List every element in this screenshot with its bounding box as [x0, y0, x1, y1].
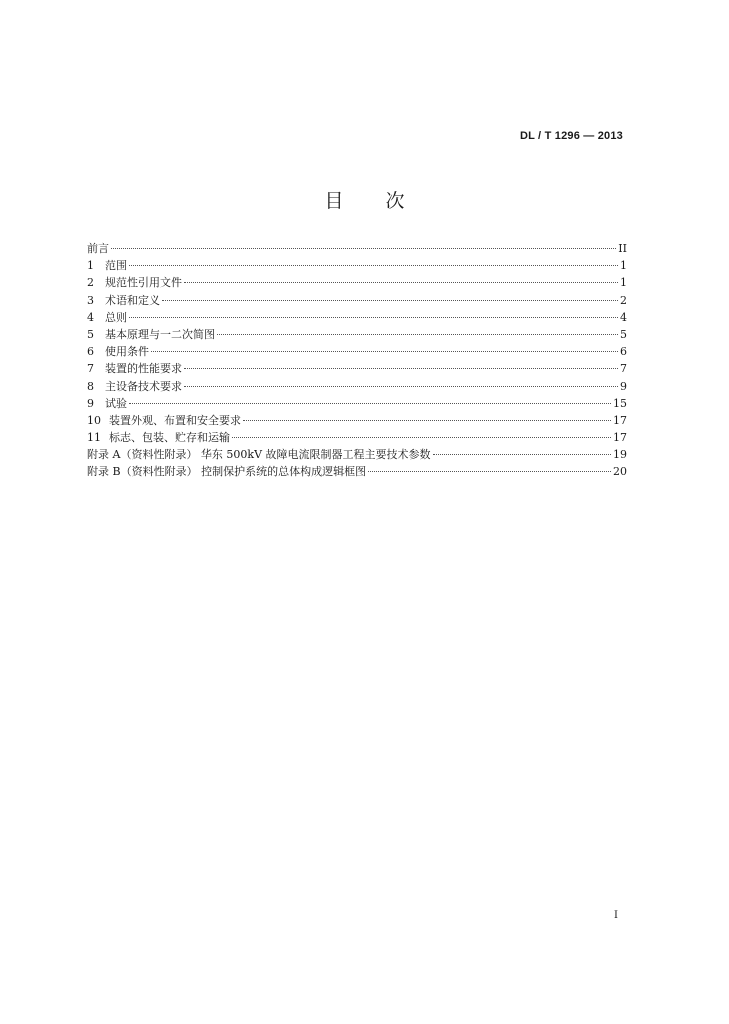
toc-entry[interactable] [87, 240, 627, 257]
toc-label: 前言 [87, 242, 109, 255]
toc-label: 附录 A（资料性附录） 华东 500kV 故障电流限制器工程主要技术参数 [87, 448, 431, 462]
toc-label: 术语和定义 [105, 293, 160, 307]
toc-number: 11 [87, 431, 101, 445]
toc-page: 7 [620, 362, 627, 376]
toc-number: 6 [87, 345, 94, 359]
toc-entry[interactable] [87, 257, 627, 274]
toc-entry[interactable] [87, 429, 627, 446]
toc-leader-dots [217, 334, 618, 335]
toc-number: 1 [87, 259, 94, 273]
toc-page: 9 [620, 379, 627, 393]
toc-label: 使用条件 [105, 345, 149, 359]
toc-number: 10 [87, 413, 101, 427]
toc-entry[interactable] [87, 395, 627, 412]
toc-entry[interactable] [87, 274, 627, 291]
toc-title-char-1: 目 [324, 190, 344, 212]
toc-leader-dots [129, 265, 618, 266]
toc-page: 15 [613, 396, 627, 410]
toc-label: 规范性引用文件 [105, 276, 182, 290]
toc-page: 17 [613, 413, 627, 427]
toc-entry[interactable] [87, 326, 627, 343]
toc-leader-dots [184, 386, 618, 387]
toc-entry[interactable] [87, 360, 627, 377]
toc-page: 4 [620, 310, 627, 324]
toc-page: 2 [620, 293, 627, 307]
toc-page: 5 [620, 327, 627, 341]
toc-label: 基本原理与一二次简图 [105, 327, 215, 341]
toc-page: 20 [613, 465, 627, 479]
toc-page: 1 [620, 276, 627, 290]
toc-entry[interactable] [87, 309, 627, 326]
toc-entry[interactable] [87, 446, 627, 463]
toc-page: 6 [620, 345, 627, 359]
toc-leader-dots [368, 471, 611, 472]
toc-leader-dots [129, 317, 618, 318]
toc-label: 范围 [105, 259, 127, 273]
toc-label: 总则 [105, 310, 127, 324]
toc-number: 8 [87, 379, 94, 393]
toc-entry[interactable] [87, 343, 627, 360]
toc-title [0, 186, 729, 213]
toc-page: 17 [613, 431, 627, 445]
toc-entry[interactable] [87, 463, 627, 480]
toc-label: 标志、包装、贮存和运输 [109, 431, 230, 445]
toc-number: 4 [87, 310, 94, 324]
toc-leader-dots [162, 300, 618, 301]
toc-label: 装置外观、布置和安全要求 [109, 413, 241, 427]
toc-leader-dots [433, 454, 611, 455]
toc-label: 试验 [105, 396, 127, 410]
toc-label: 附录 B（资料性附录） 控制保护系统的总体构成逻辑框图 [87, 465, 367, 479]
toc-leader-dots [111, 248, 616, 249]
toc-entry[interactable] [87, 412, 627, 429]
toc-page: 19 [613, 448, 627, 462]
toc-number: 3 [87, 293, 94, 307]
toc-leader-dots [129, 403, 611, 404]
toc-page: II [618, 242, 627, 255]
toc-leader-dots [151, 351, 618, 352]
page-number: I [614, 910, 618, 921]
toc-leader-dots [184, 282, 618, 283]
toc-leader-dots [232, 437, 611, 438]
toc-number: 7 [87, 362, 94, 376]
toc-label: 主设备技术要求 [105, 379, 182, 393]
toc-leader-dots [243, 420, 611, 421]
toc-number: 2 [87, 276, 94, 290]
toc-page: 1 [620, 259, 627, 273]
standard-code: DL / T 1296 — 2013 [519, 130, 623, 142]
toc-title-char-2: 次 [385, 190, 405, 212]
toc-number: 9 [87, 396, 94, 410]
toc-label: 装置的性能要求 [105, 362, 182, 376]
toc-number: 5 [87, 327, 94, 341]
toc-entry[interactable] [87, 292, 627, 309]
toc-entry[interactable] [87, 378, 627, 395]
toc-leader-dots [184, 368, 618, 369]
toc-list [87, 240, 627, 481]
